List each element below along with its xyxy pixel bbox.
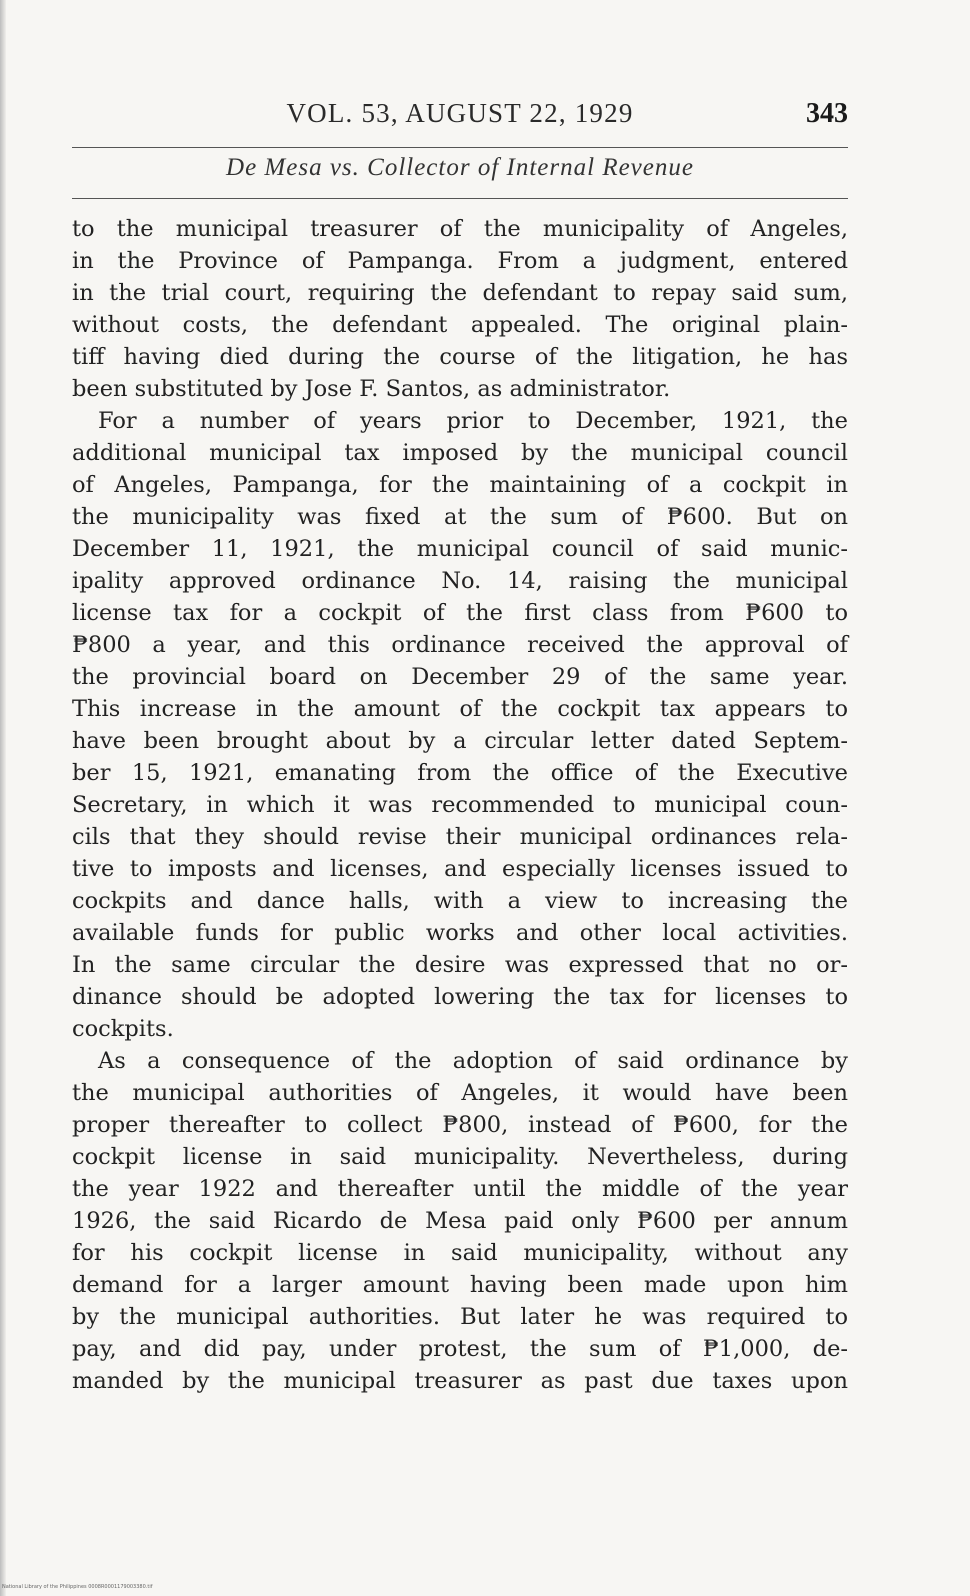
text-line: ipality approved ordinance No. 14, raising the municipal [72, 568, 848, 594]
text-line: cils that they should revise their municipal ordinances rela- [72, 824, 848, 850]
text-line: cockpits and dance halls, with a view to increasing the [72, 888, 848, 914]
text-line: This increase in the amount of the cockpit tax appears to [72, 696, 848, 722]
paragraph-3 [72, 1045, 848, 1397]
text-line: without costs, the defendant appealed. The original plain- [72, 312, 848, 338]
text-line: 1926, the said Ricardo de Mesa paid only ₱600 per annum [72, 1208, 848, 1234]
text-line: For a number of years prior to December, 1921, the [98, 408, 848, 434]
text-line: demand for a larger amount having been made upon him [72, 1272, 848, 1298]
text-line: in the Province of Pampanga. From a judgment, entered [72, 248, 848, 274]
running-title: VOL. 53, AUGUST 22, 1929 [286, 98, 634, 128]
text-line: ₱800 a year, and this ordinance received the approval of [72, 632, 848, 658]
text-line: by the municipal authorities. But later he was required to [72, 1304, 848, 1330]
text-line: cockpit license in said municipality. Nevertheless, during [72, 1144, 848, 1170]
text-line: the year 1922 and thereafter until the middle of the year [72, 1176, 848, 1202]
scan-caption: National Library of the Philippines 0008R0001179003380.tif [2, 1584, 153, 1590]
text-line: for his cockpit license in said municipality, without any [72, 1240, 848, 1266]
text-line: As a consequence of the adoption of said ordinance by [98, 1048, 848, 1074]
paragraph-1 [72, 213, 848, 405]
text-line: Secretary, in which it was recommended to municipal coun- [72, 792, 848, 818]
page-edge-shadow [0, 0, 6, 1596]
text-line: license tax for a cockpit of the first class from ₱600 to [72, 600, 848, 626]
text-line: to the municipal treasurer of the municipality of Angeles, [72, 216, 848, 242]
text-line: additional municipal tax imposed by the municipal council [72, 440, 848, 466]
case-caption: De Mesa vs. Collector of Internal Revenue [226, 154, 694, 181]
page-number: 343 [806, 98, 848, 129]
text-line: the municipal authorities of Angeles, it would have been [72, 1080, 848, 1106]
text-line: the municipality was fixed at the sum of ₱600. But on [72, 504, 848, 530]
paragraph-2 [72, 405, 848, 1045]
text-line: ber 15, 1921, emanating from the office of the Executive [72, 760, 848, 786]
text-line: been substituted by Jose F. Santos, as administrator. [72, 376, 671, 402]
text-line: have been brought about by a circular letter dated Septem- [72, 728, 848, 754]
text-line: December 11, 1921, the municipal council of said munic- [72, 536, 848, 562]
text-line: pay, and did pay, under protest, the sum of ₱1,000, de- [72, 1336, 848, 1362]
body-text [72, 213, 848, 1397]
text-line: dinance should be adopted lowering the tax for licenses to [72, 984, 848, 1010]
text-line: tive to imposts and licenses, and especially licenses issued to [72, 856, 848, 882]
text-line: available funds for public works and other local activities. [72, 920, 848, 946]
header-rule-top [72, 147, 848, 148]
text-line: in the trial court, requiring the defendant to repay said sum, [72, 280, 848, 306]
text-line: manded by the municipal treasurer as past due taxes upon [72, 1368, 848, 1394]
header-rule-bottom [72, 198, 848, 199]
text-line: cockpits. [72, 1016, 174, 1042]
text-line: the provincial board on December 29 of the same year. [72, 664, 848, 690]
text-line: tiff having died during the course of the litigation, he has [72, 344, 848, 370]
running-head [72, 96, 848, 146]
text-line: proper thereafter to collect ₱800, instead of ₱600, for the [72, 1112, 848, 1138]
text-line: In the same circular the desire was expressed that no or- [72, 952, 848, 978]
text-line: of Angeles, Pampanga, for the maintaining of a cockpit in [72, 472, 848, 498]
